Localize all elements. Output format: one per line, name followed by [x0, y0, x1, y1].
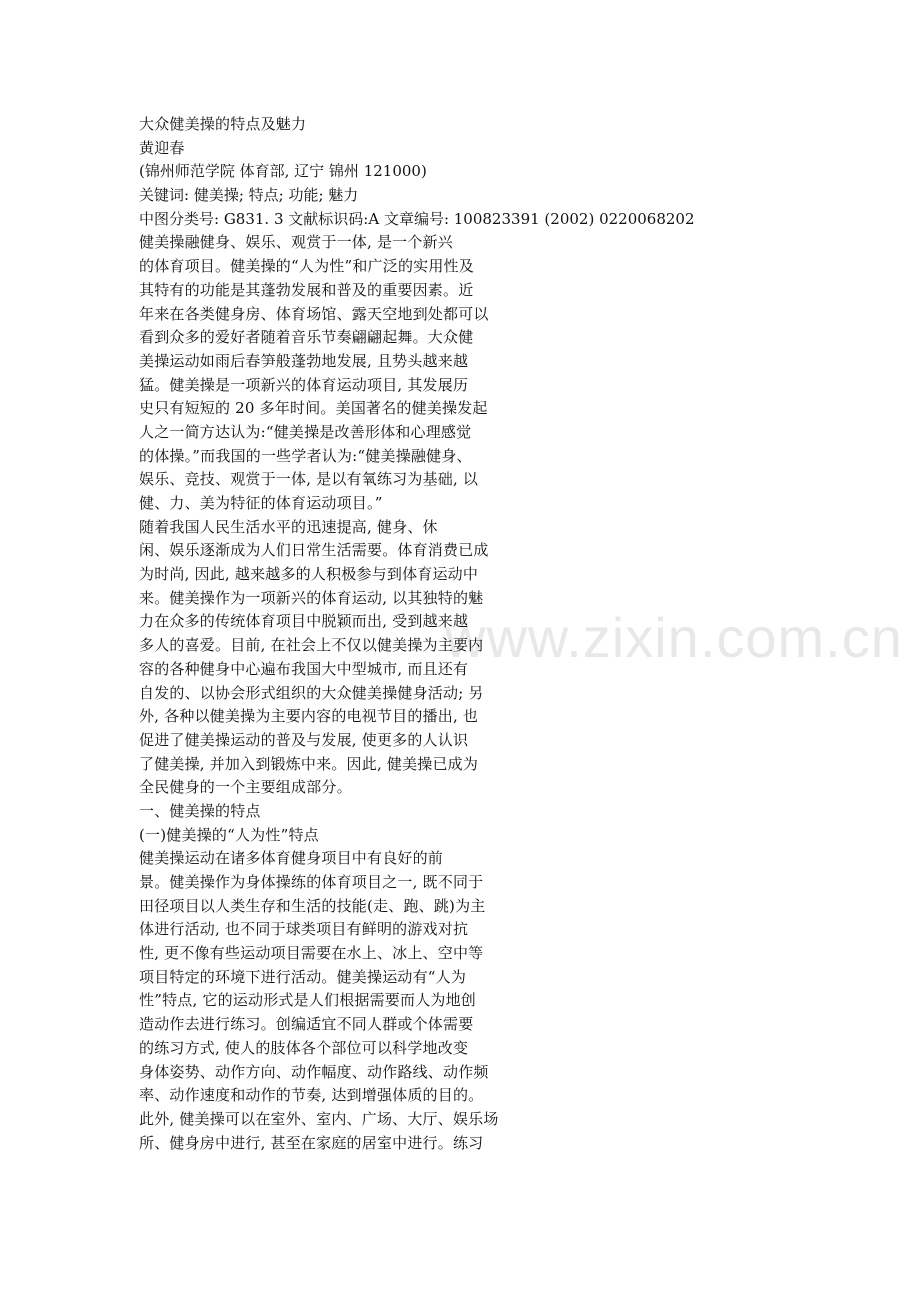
body-line: 力在众多的传统体育项目中脱颖而出, 受到越来越: [139, 612, 469, 631]
article-keywords: 关键词: 健美操; 特点; 功能; 魅力: [139, 186, 359, 205]
body-line: (一)健美操的“人为性”特点: [139, 825, 319, 844]
body-line: 此外, 健美操可以在室外、室内、广场、大厅、娱乐场: [139, 1109, 499, 1128]
body-line: 闲、娱乐逐渐成为人们日常生活需要。体育消费已成: [139, 541, 489, 560]
body-line: 性, 更不像有些运动项目需要在水上、冰上、空中等: [139, 944, 484, 963]
body-line: 外, 各种以健美操为主要内容的电视节目的播出, 也: [139, 707, 479, 726]
article: [139, 113, 699, 1155]
body-line: 年来在各类健身房、体育场馆、露天空地到处都可以: [139, 304, 489, 323]
body-line: 性”特点, 它的运动形式是人们根据需要而人为地创: [139, 991, 477, 1010]
body-line: 身体姿势、动作方向、动作幅度、动作路线、动作频: [139, 1062, 489, 1081]
body-line: 田径项目以人类生存和生活的技能(走、跑、跳)为主: [139, 896, 486, 915]
body-line: 项目特定的环境下进行活动。健美操运动有“人为: [139, 967, 467, 986]
body-line: 的练习方式, 使人的肢体各个部位可以科学地改变: [139, 1038, 469, 1057]
body-line: 猛。健美操是一项新兴的体育运动项目, 其发展历: [139, 375, 469, 394]
body-line: 健美操运动在诸多体育健身项目中有良好的前: [139, 849, 444, 868]
article-title: 大众健美操的特点及魅力: [139, 115, 307, 133]
body-line: 体进行活动, 也不同于球类项目有鲜明的游戏对抗: [139, 920, 469, 939]
body-line: 为时尚, 因此, 越来越多的人积极参与到体育运动中: [139, 565, 479, 584]
body-line: 所、健身房中进行, 甚至在家庭的居室中进行。练习: [139, 1133, 484, 1152]
body-line: 来。健美操作为一项新兴的体育运动, 以其独特的魅: [139, 588, 484, 607]
body-line: 美操运动如雨后春笋般蓬勃地发展, 且势头越来越: [139, 351, 469, 370]
watermark: www.zixin.com.cn: [445, 606, 903, 669]
article-classification: 中图分类号: G831. 3 文献标识码:A 文章编号: 100823391 (2002) 0220068202: [139, 209, 695, 228]
body-line: 随着我国人民生活水平的迅速提高, 健身、休: [139, 517, 438, 536]
body-line: 健美操融健身、娱乐、观赏于一体, 是一个新兴: [139, 233, 453, 252]
body-line: 容的各种健身中心遍布我国大中型城市, 而且还有: [139, 659, 469, 678]
body-line: 健、力、美为特征的体育运动项目。”: [139, 494, 383, 512]
body-line: 其特有的功能是其蓬勃发展和普及的重要因素。近: [139, 280, 474, 299]
body-line: 自发的、以协会形式组织的大众健美操健身活动; 另: [139, 683, 484, 702]
article-affiliation: (锦州师范学院 体育部, 辽宁 锦州 121000): [139, 162, 427, 181]
body-line: 景。健美操作为身体操练的体育项目之一, 既不同于: [139, 873, 484, 891]
body-line: 娱乐、竞技、观赏于一体, 是以有氧练习为基础, 以: [139, 470, 479, 489]
body-line: 率、动作速度和动作的节奏, 达到增强体质的目的。: [139, 1086, 484, 1105]
article-author: 黄迎春: [139, 138, 185, 157]
body-line: 人之一简方达认为:“健美操是改善形体和心理感觉: [139, 422, 472, 441]
body-line: 史只有短短的 20 多年时间。美国著名的健美操发起: [139, 399, 488, 418]
body-line: 促进了健美操运动的普及与发展, 使更多的人认识: [139, 730, 469, 749]
body-line: 造动作去进行练习。创编适宜不同人群或个体需要: [139, 1015, 474, 1034]
body-line: 多人的喜爱。目前, 在社会上不仅以健美操为主要内: [139, 636, 484, 655]
body-line: 了健美操, 并加入到锻炼中来。因此, 健美操已成为: [139, 754, 479, 773]
body-line: 看到众多的爱好者随着音乐节奏翩翩起舞。大众健: [139, 328, 474, 347]
body-line: 一、健美操的特点: [139, 801, 261, 820]
body-line: 的体操。”而我国的一些学者认为:“健美操融健身、: [139, 446, 472, 465]
article-body: [139, 231, 699, 1155]
body-line: 全民健身的一个主要组成部分。: [139, 778, 352, 797]
body-line: 的体育项目。健美操的“人为性”和广泛的实用性及: [139, 257, 474, 276]
